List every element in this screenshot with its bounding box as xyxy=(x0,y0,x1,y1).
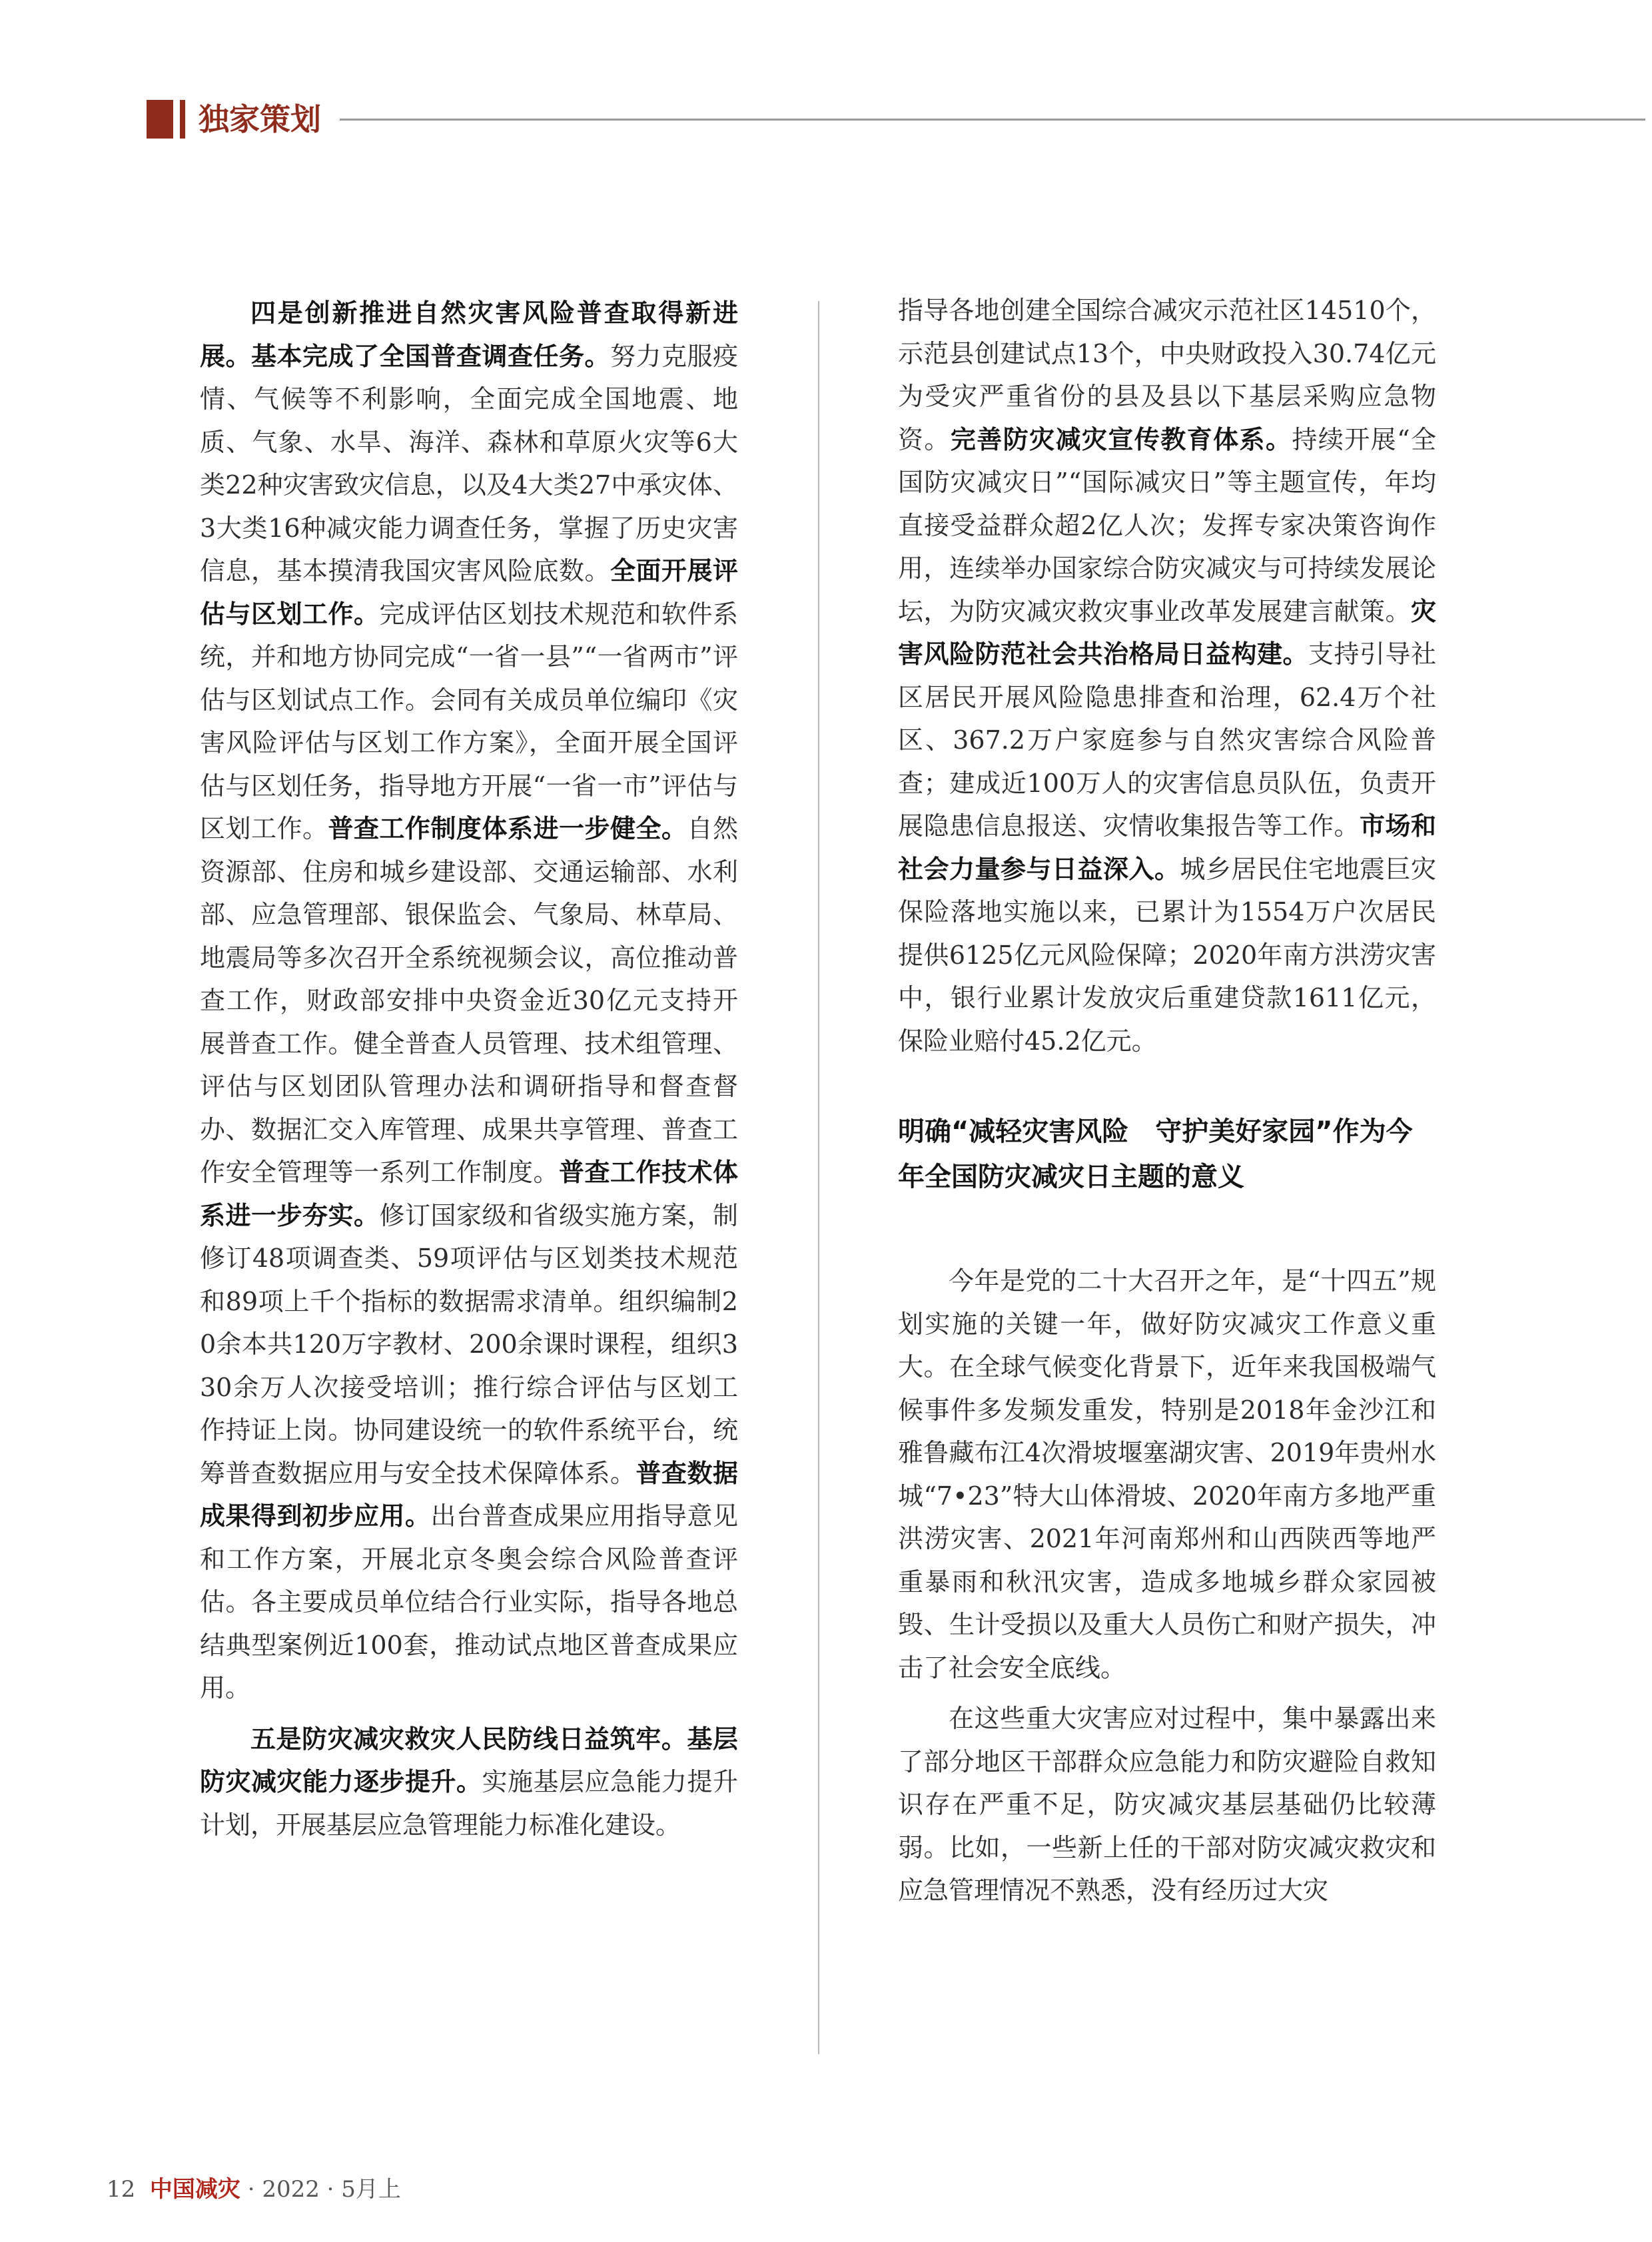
body-text: 城乡居民住宅地震巨灾保险落地实施以来，已累计为1554万户次居民提供6125亿元风险保障；2020年南方洪涝灾害中，银行业累计发放灾后重建贷款1611亿元，保险业赔付45.2亿元。 xyxy=(898,854,1436,1056)
left-column xyxy=(200,292,738,1846)
bold-lead: 完善防灾减灾宣传教育体系。 xyxy=(950,424,1292,454)
bold-lead: 普查工作技术体系进一步夯实。 xyxy=(200,1157,738,1230)
bold-lead: 普查数据成果得到初步应用。 xyxy=(200,1457,738,1531)
paragraph-five-continued xyxy=(898,289,1436,1062)
bold-lead: 市场和社会力量参与日益深入。 xyxy=(898,811,1436,884)
bold-lead: 灾害风险防范社会共治格局日益构建。 xyxy=(898,595,1436,669)
paragraph-four xyxy=(200,292,738,1710)
issue-label: 5月上 xyxy=(341,2176,401,2203)
paragraph-significance: 今年是党的二十大召开之年，是“十四五”规划实施的关键一年，做好防灾减灾工作意义重大。在全球气候变化背景下，近年来我国极端气候事件多发频发重发，特别是2018年金沙江和雅鲁藏布江4次滑坡堰塞湖灾害、2019年贵州水城“7•23”特大山体滑坡、2020年南方多地严重洪涝灾害、2021年河南郑州和山西陕西等地严重暴雨和秋汛灾害，造成多地城乡群众家园被毁、生计受损以及重大人员伤亡和财产损失，冲击了社会安全底线。 xyxy=(898,1266,1436,1682)
body-text: 完成评估区划技术规范和软件系统，并和地方协同完成“一省一县”“一省两市”评估与区划试点工作。会同有关成员单位编印《灾害风险评估与区划工作方案》，全面开展全国评估与区划任务，指导地方开展“一省一市”评估与区划工作。 xyxy=(200,599,738,843)
body-text: 修订国家级和省级实施方案，制修订48项调查类、59项评估与区划类技术规范和89项上千个指标的数据需求清单。组织编制20余本共120万字教材、200余课时课程，组织330余万人次接受培训；推行综合评估与区划工作持证上岗。协同建设统一的软件系统平台，统筹普查数据应用与安全技术保障体系。 xyxy=(200,1200,738,1488)
bold-lead: 基本完成了全国普查调查任务。 xyxy=(251,340,610,371)
body-text: 支持引导社区居民开展风险隐患排查和治理，62.4万个社区、367.2万户家庭参与自然灾害综合风险普查；建成近100万人的灾害信息员队伍，负责开展隐患信息报送、灾情收集报告等工作。 xyxy=(898,639,1436,841)
body-text: 自然资源部、住房和城乡建设部、交通运输部、水利部、应急管理部、银保监会、气象局、林草局、地震局等多次召开全系统视频会议，高位推动普查工作，财政部安排中央资金近30亿元支持开展普查工作。健全普查人员管理、技术组管理、评估与区划团队管理办法和调研指导和督查督办、数据汇交入库管理、成果共享管理、普查工作安全管理等一系列工作制度。 xyxy=(200,814,738,1187)
bold-lead: 五是防灾减灾救灾人民防线日益筑牢。 xyxy=(250,1723,687,1754)
right-column xyxy=(898,289,1436,1912)
footer-separator: · xyxy=(240,2176,262,2203)
header-rule xyxy=(340,119,1645,121)
page-footer xyxy=(107,2173,401,2206)
magazine-name: 中国减灾 xyxy=(149,2176,240,2203)
body-text: 持续开展“全国防灾减灾日”“国际减灾日”等主题宣传，年均直接受益群众超2亿人次；发挥专家决策咨询作用，连续举办国家综合防灾减灾与可持续发展论坛，为防灾减灾救灾事业改革发展建言献策。 xyxy=(898,424,1436,626)
body-text: 出台普查成果应用指导意见和工作方案，开展北京冬奥会综合风险普查评估。各主要成员单位结合行业实际，指导各地总结典型案例近100套，推动试点地区普查成果应用。 xyxy=(200,1501,738,1702)
body-text: 指导各地创建全国综合减灾示范社区14510个，示范县创建试点13个，中央财政投入30.74亿元为受灾严重省份的县及县以下基层采购应急物资。 xyxy=(898,296,1436,454)
bold-lead: 普查工作制度体系进一步健全。 xyxy=(328,813,687,843)
header-marker-block xyxy=(147,100,173,139)
section-heading: 明确“减轻灾害风险 守护美好家园”作为今年全国防灾减灾日主题的意义 xyxy=(898,1116,1413,1192)
issue-year: 2022 xyxy=(262,2176,320,2203)
paragraph-five xyxy=(200,1718,738,1847)
section-title: 独家策划 xyxy=(199,101,321,137)
bold-lead: 基层防灾减灾能力逐步提升。 xyxy=(200,1723,738,1796)
body-text: 实施基层应急能力提升计划，开展基层应急管理能力标准化建设。 xyxy=(200,1767,738,1840)
header-marker-bar xyxy=(180,100,185,139)
page-header xyxy=(0,100,1652,147)
body-text: 努力克服疫情、气候等不利影响，全面完成全国地震、地质、气象、水旱、海洋、森林和草原火灾等6大类22种灾害致灾信息，以及4大类27中承灾体、3大类16种减灾能力调查任务，掌握了历史灾害信息，基本摸清我国灾害风险底数。 xyxy=(200,341,738,585)
bold-lead: 全面开展评估与区划工作。 xyxy=(200,556,738,629)
page-number: 12 xyxy=(107,2176,136,2203)
bold-lead: 四是创新推进自然灾害风险普查取得新进展。 xyxy=(200,298,738,371)
paragraph-exposure: 在这些重大灾害应对过程中，集中暴露出来了部分地区干部群众应急能力和防灾避险自救知识存在严重不足，防灾减灾基层基础仍比较薄弱。比如，一些新上任的干部对防灾减灾救灾和应急管理情况不熟悉，没有经历过大灾 xyxy=(898,1704,1436,1905)
footer-separator: · xyxy=(319,2176,342,2203)
column-divider xyxy=(818,301,819,2054)
